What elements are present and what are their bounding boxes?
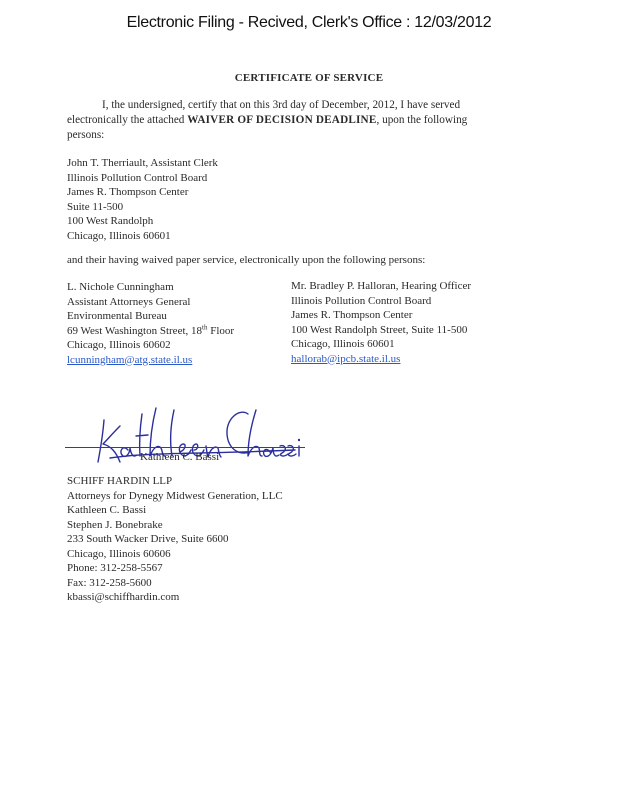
firm-fax: Fax: 312-258-5600 <box>67 576 152 589</box>
recipient-left-address <box>67 280 234 367</box>
firm-line: 233 South Wacker Drive, Suite 6600 <box>67 533 229 545</box>
recipient-title: Assistant Attorneys General <box>67 295 191 308</box>
recipient-name: L. Nichole Cunningham <box>67 281 174 293</box>
signature-line <box>65 447 305 448</box>
recipient-email-link[interactable]: hallorab@ipcb.state.il.us <box>291 352 401 365</box>
firm-line: Stephen J. Bonebrake <box>67 518 163 531</box>
address-line: 100 West Randolph <box>67 215 154 227</box>
firm-email: kbassi@schiffhardin.com <box>67 591 180 603</box>
recipient-right-address <box>291 279 471 366</box>
recipient-organization: Illinois Pollution Control Board <box>291 294 432 307</box>
recipient-city: Chicago, Illinois 60601 <box>291 338 395 350</box>
certification-text-after: , upon the following persons: <box>67 114 468 141</box>
document-name: WAIVER OF DECISION DEADLINE <box>187 114 377 126</box>
address-line: Suite 11-500 <box>67 200 124 213</box>
signer-name: Kathleen C. Bassi <box>140 451 220 463</box>
address-line: James R. Thompson Center <box>67 186 189 198</box>
firm-line: Kathleen C. Bassi <box>67 504 147 516</box>
recipient-building: James R. Thompson Center <box>291 309 413 321</box>
firm-phone: Phone: 312-258-5567 <box>67 562 163 574</box>
street-prefix: 69 West Washington Street, 18 <box>67 324 203 337</box>
recipient-department: Environmental Bureau <box>67 310 167 322</box>
filing-stamp-header: Electronic Filing - Recived, Clerk's Office : 12/03/2012 <box>126 14 492 31</box>
recipient-name: Mr. Bradley P. Halloran, Hearing Officer <box>291 280 472 292</box>
address-line: Chicago, Illinois 60601 <box>67 229 171 242</box>
firm-line: Attorneys for Dynegy Midwest Generation, LLC <box>67 489 283 502</box>
recipient-email-link[interactable]: lcunningham@atg.state.il.us <box>67 353 193 366</box>
certification-paragraph <box>67 98 497 143</box>
waived-service-text: and their having waived paper service, electronically upon the following persons: <box>67 254 426 266</box>
recipient-city: Chicago, Illinois 60602 <box>67 339 171 351</box>
signature-dot <box>298 439 300 441</box>
recipient-street <box>67 324 234 339</box>
recipient-street: 100 West Randolph Street, Suite 11-500 <box>291 323 468 336</box>
street-suffix: Floor <box>207 324 235 337</box>
document-title: CERTIFICATE OF SERVICE <box>234 72 384 84</box>
firm-signature-block <box>67 474 283 605</box>
address-line: Illinois Pollution Control Board <box>67 171 208 184</box>
firm-line: Chicago, Illinois 60606 <box>67 547 171 560</box>
firm-name: SCHIFF HARDIN LLP <box>67 475 173 487</box>
street-ordinal: th <box>202 322 208 331</box>
primary-recipient-address <box>67 156 218 243</box>
certification-text-before: I, the undersigned, certify that on this 3rd day of December, 2012, I have served electronically the attached <box>67 99 461 126</box>
address-line: John T. Therriault, Assistant Clerk <box>67 157 218 169</box>
